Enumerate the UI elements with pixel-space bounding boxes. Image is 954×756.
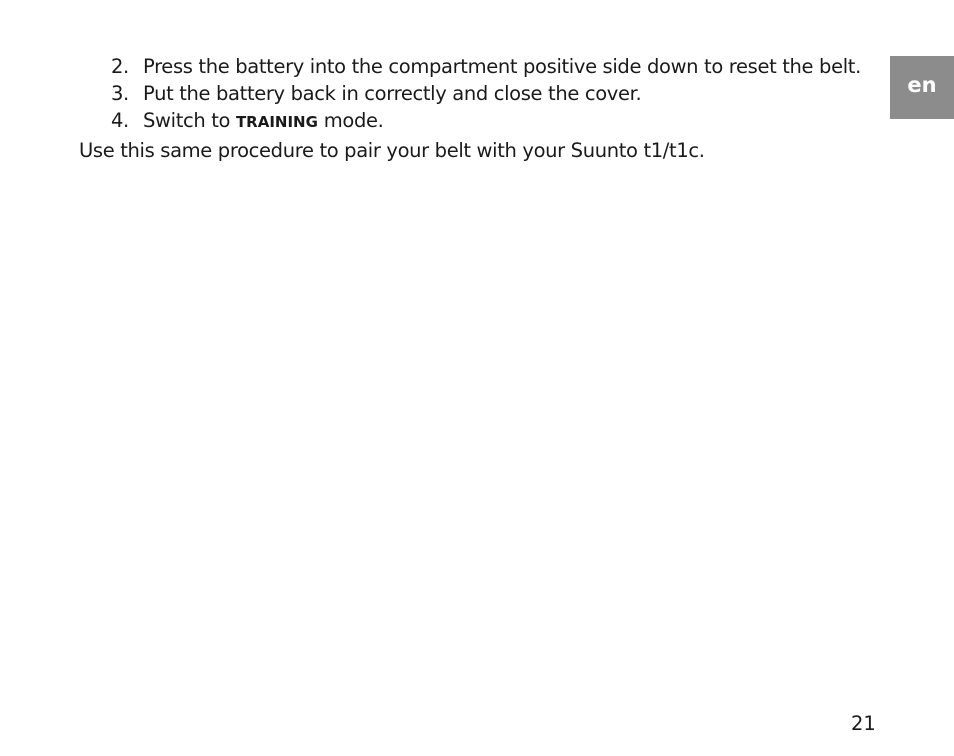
step-text (143, 107, 384, 136)
step-text-before: Switch to (143, 109, 236, 132)
language-tab: en (890, 56, 954, 119)
step-text: Put the battery back in correctly and close the cover. (143, 82, 642, 105)
step-text-after: mode. (317, 109, 384, 132)
step-number: 3. (111, 82, 129, 105)
mode-name: TRAINING (235, 113, 318, 131)
closing-paragraph: Use this same procedure to pair your belt with your Suunto t1/t1c. (79, 139, 705, 162)
step-text: Press the battery into the compartment positive side down to reset the belt. (143, 55, 861, 78)
step-number: 4. (111, 109, 129, 132)
page-number: 21 (851, 712, 876, 735)
step-number: 2. (111, 55, 129, 78)
